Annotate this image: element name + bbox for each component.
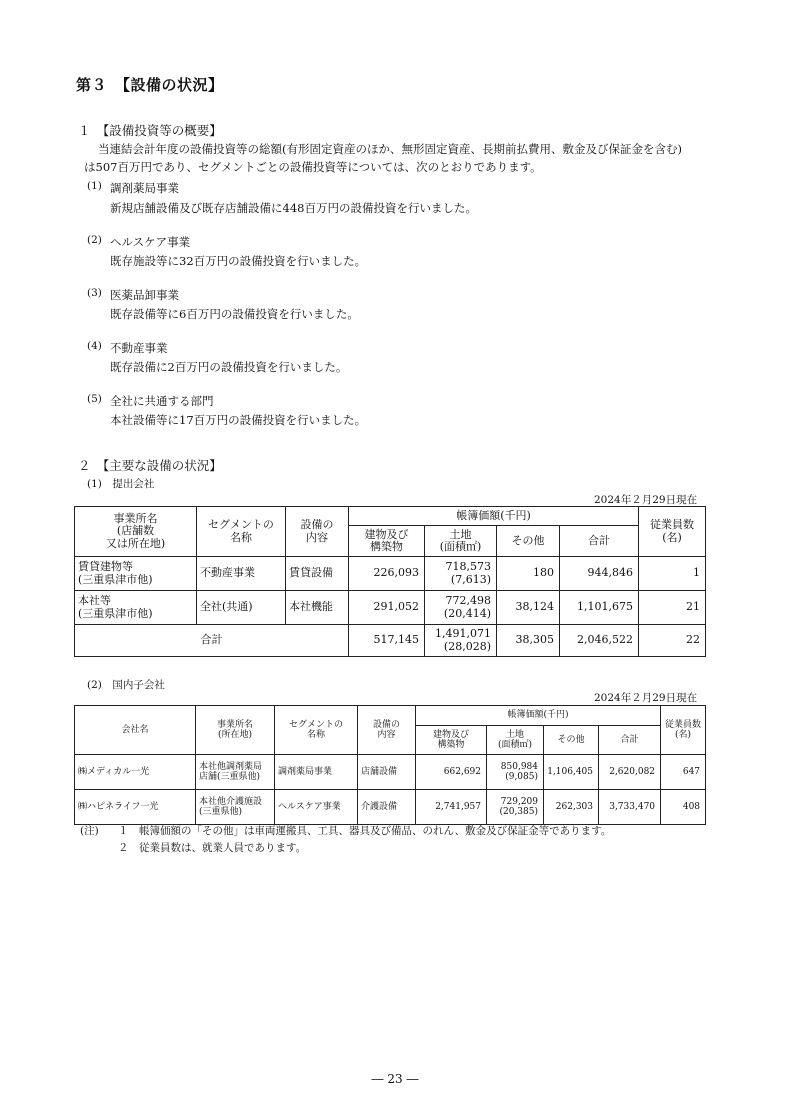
- row-land: 718,573 (7,613): [425, 557, 497, 591]
- row-total: 1,101,675: [560, 591, 639, 625]
- page-number: ― 23 ―: [371, 1072, 419, 1086]
- item-4-body: 既存設備に2百万円の設備投資を行いました。: [110, 360, 348, 374]
- header-land: 土地 (面積㎡): [425, 526, 497, 557]
- header-land: 土地 (面積㎡): [487, 726, 544, 755]
- row-segment: 調剤薬局事業: [275, 755, 358, 790]
- company-equipment-table: [74, 506, 706, 657]
- header-company: 会社名: [75, 706, 196, 755]
- overview-paragraph-2: は507百万円であり、セグメントごとの設備投資等については、次のとおりであります。: [84, 160, 542, 174]
- header-office: 事業所名 (店舗数 又は所在地): [75, 507, 197, 557]
- row-total: 2,620,082: [599, 755, 661, 790]
- row-total: 944,846: [560, 557, 639, 591]
- table-row: [75, 790, 706, 825]
- table-row: [75, 591, 706, 625]
- row-land: 729,209 (20,385): [487, 790, 544, 825]
- row-building: 226,093: [349, 557, 425, 591]
- row-land: 772,498 (20,414): [425, 591, 497, 625]
- total-land: 1,491,071 (28,028): [425, 625, 497, 657]
- item-2-title: ヘルスケア事業: [110, 235, 191, 249]
- row-employees: 1: [639, 557, 706, 591]
- row-office: 本社他介護施設 (三重県他): [196, 790, 275, 825]
- item-2-label: (2): [87, 234, 102, 246]
- item-4-title: 不動産事業: [110, 341, 168, 355]
- row-company: ㈱メディカル一光: [75, 755, 196, 790]
- header-building: 建物及び 構築物: [349, 526, 425, 557]
- row-other: 262,303: [544, 790, 599, 825]
- main-equipment-heading: ２ 【主要な設備の状況】: [78, 458, 222, 473]
- item-3-body: 既存設備等に6百万円の設備投資を行いました。: [110, 307, 359, 321]
- row-building: 291,052: [349, 591, 425, 625]
- row-segment: 全社(共通): [197, 591, 286, 625]
- row-other: 38,124: [497, 591, 560, 625]
- table-row: [75, 557, 706, 591]
- header-segment: セグメントの 名称: [275, 706, 358, 755]
- note-2: ２ 従業員数は、就業人員であります。: [118, 842, 307, 854]
- header-book-value: 帳簿価額(千円): [349, 507, 639, 526]
- overview-paragraph-1: 当連結会計年度の設備投資等の総額(有形固定資産のほか、無形固定資産、長期前払費用、敷金及び保証金を含む): [98, 142, 682, 156]
- header-book-value: 帳簿価額(千円): [416, 706, 661, 726]
- row-other: 1,106,405: [544, 755, 599, 790]
- row-building: 2,741,957: [416, 790, 487, 825]
- total-label: 合計: [75, 625, 349, 657]
- table-row: [75, 755, 706, 790]
- header-employees: 従業員数 (名): [639, 507, 706, 557]
- item-1-body: 新規店舗設備及び既存店舗設備に448百万円の設備投資を行いました。: [110, 201, 477, 215]
- header-other: その他: [497, 526, 560, 557]
- row-company: ㈱ハピネライフ一光: [75, 790, 196, 825]
- header-total: 合計: [560, 526, 639, 557]
- row-office: 賃貸建物等 (三重県津市他): [75, 557, 197, 591]
- header-other: その他: [544, 726, 599, 755]
- row-equipment: 本社機能: [286, 591, 349, 625]
- row-other: 180: [497, 557, 560, 591]
- company-label: (1) 提出会社: [87, 478, 155, 490]
- row-land: 850,984 (9,085): [487, 755, 544, 790]
- header-total: 合計: [599, 726, 661, 755]
- notes-prefix: (注): [80, 825, 99, 837]
- header-segment: セグメントの 名称: [197, 507, 286, 557]
- item-5-label: (5): [87, 393, 102, 405]
- row-office: 本社等 (三重県津市他): [75, 591, 197, 625]
- total-total: 2,046,522: [560, 625, 639, 657]
- item-1-title: 調剤薬局事業: [110, 181, 179, 195]
- row-office: 本社他調剤薬局 店舗(三重県他): [196, 755, 275, 790]
- header-employees: 従業員数 (名): [661, 706, 706, 755]
- section-title: 第３ 【設備の状況】: [76, 76, 224, 94]
- item-2-body: 既存施設等に32百万円の設備投資を行いました。: [110, 254, 367, 268]
- row-employees: 21: [639, 591, 706, 625]
- total-employees: 22: [639, 625, 706, 657]
- item-5-body: 本社設備等に17百万円の設備投資を行いました。: [110, 413, 367, 427]
- header-office: 事業所名 (所在地): [196, 706, 275, 755]
- row-equipment: 店舗設備: [358, 755, 416, 790]
- table-total-row: [75, 625, 706, 657]
- row-building: 662,692: [416, 755, 487, 790]
- total-other: 38,305: [497, 625, 560, 657]
- item-3-label: (3): [87, 287, 102, 299]
- subsidiaries-as-of-date: 2024年２月29日現在: [594, 692, 698, 704]
- header-equipment: 設備の 内容: [286, 507, 349, 557]
- item-5-title: 全社に共通する部門: [110, 394, 214, 408]
- row-employees: 408: [661, 790, 706, 825]
- item-1-label: (1): [87, 180, 102, 192]
- row-segment: ヘルスケア事業: [275, 790, 358, 825]
- row-equipment: 介護設備: [358, 790, 416, 825]
- item-4-label: (4): [87, 340, 102, 352]
- subsidiaries-label: (2) 国内子会社: [87, 679, 165, 691]
- company-as-of-date: 2024年２月29日現在: [594, 494, 698, 506]
- overview-heading: １ 【設備投資等の概要】: [78, 123, 222, 138]
- item-3-title: 医薬品卸事業: [110, 288, 179, 302]
- total-building: 517,145: [349, 625, 425, 657]
- header-building: 建物及び 構築物: [416, 726, 487, 755]
- row-total: 3,733,470: [599, 790, 661, 825]
- row-segment: 不動産事業: [197, 557, 286, 591]
- note-1: １ 帳簿価額の「その他」は車両運搬具、工具、器具及び備品、のれん、敷金及び保証金等であります。: [118, 825, 612, 837]
- subsidiaries-equipment-table: [74, 705, 706, 825]
- row-employees: 647: [661, 755, 706, 790]
- header-equipment: 設備の 内容: [358, 706, 416, 755]
- row-equipment: 賃貸設備: [286, 557, 349, 591]
